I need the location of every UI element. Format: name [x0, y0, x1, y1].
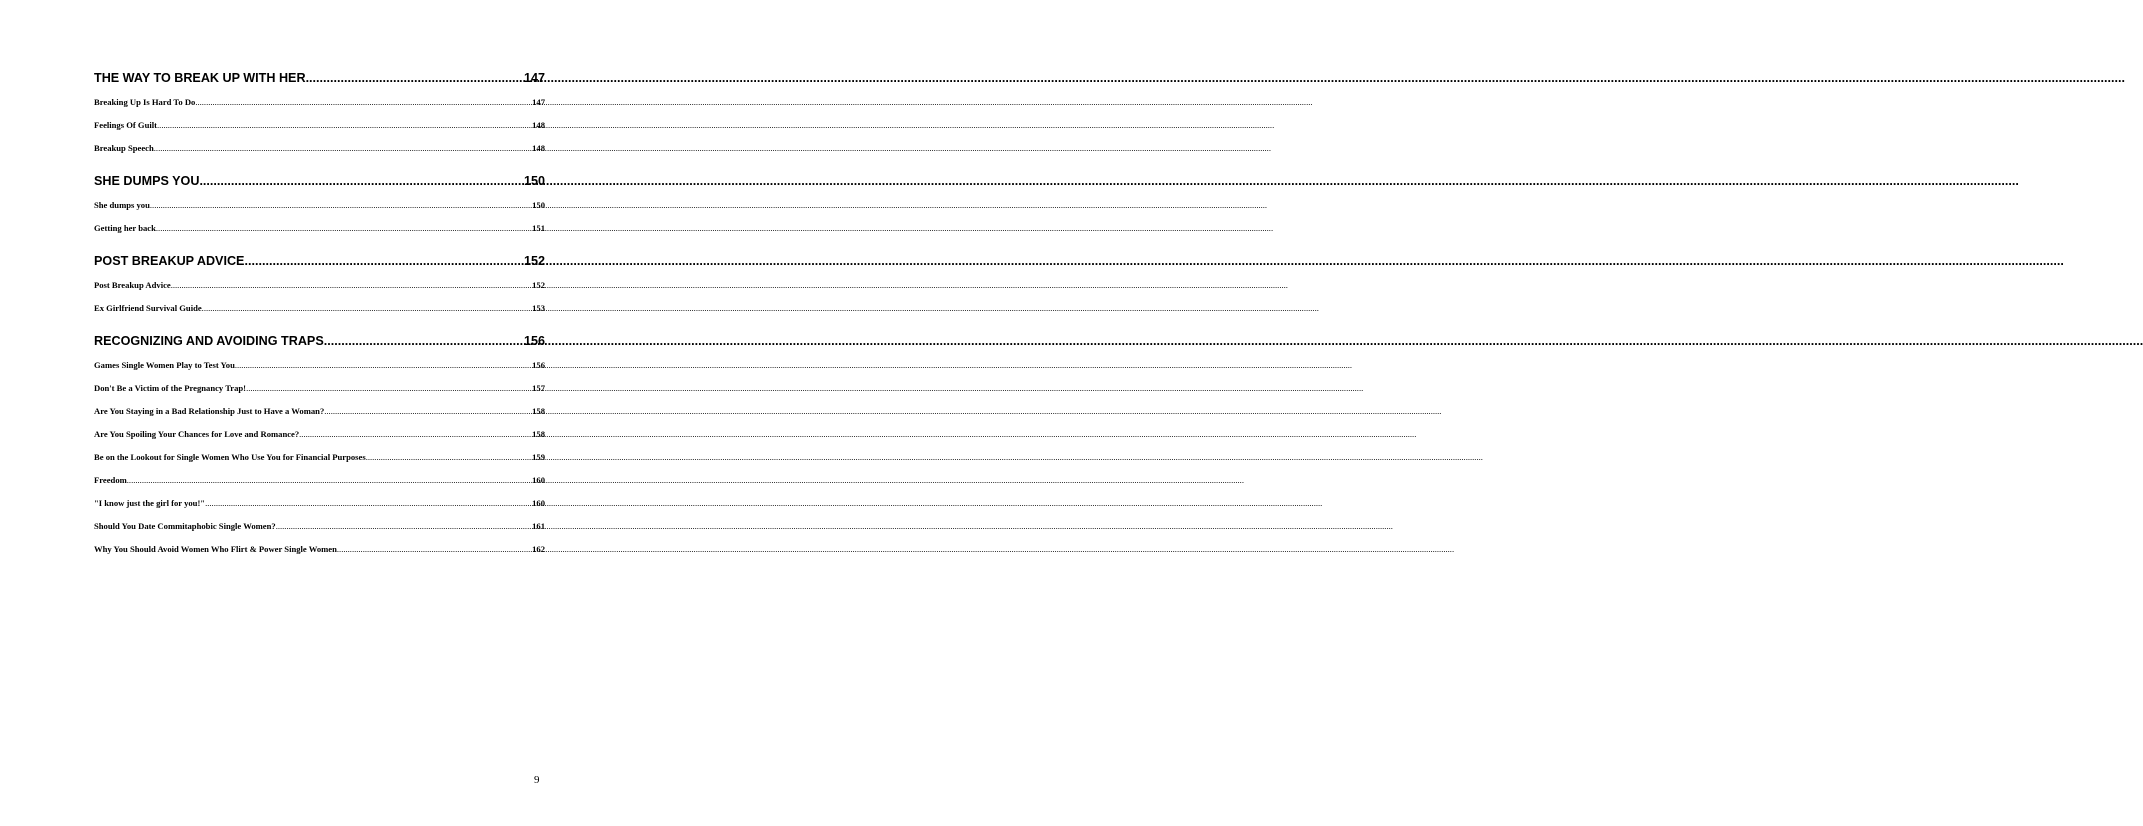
table-of-contents — [94, 70, 545, 566]
toc-entry-page: 159 — [532, 452, 545, 462]
toc-heading-page: 152 — [523, 254, 545, 268]
dot-leader — [306, 70, 524, 86]
toc-entry-page: 153 — [532, 303, 545, 313]
toc-entry-title: Are You Staying in a Bad Relationship Just to Have a Woman? — [94, 406, 325, 416]
toc-entry[interactable] — [94, 451, 545, 463]
toc-entry[interactable] — [94, 302, 545, 314]
toc-heading-page: 147 — [523, 71, 545, 85]
toc-entry-title: "I know just the girl for you!" — [94, 498, 206, 508]
toc-entry-title: Getting her back — [94, 223, 156, 233]
toc-entry-title: Are You Spoiling Your Chances for Love and Romance? — [94, 429, 300, 439]
toc-heading-page: 156 — [523, 334, 545, 348]
toc-entry-page: 160 — [532, 475, 545, 485]
toc-entry[interactable] — [94, 520, 545, 532]
toc-heading-title: THE WAY TO BREAK UP WITH HER — [94, 71, 306, 85]
toc-entry-page: 152 — [532, 280, 545, 290]
toc-heading[interactable] — [94, 70, 545, 86]
toc-entry[interactable] — [94, 359, 545, 371]
dot-leader — [157, 119, 530, 131]
toc-entry[interactable] — [94, 543, 545, 555]
toc-entry-title: Breaking Up Is Hard To Do — [94, 97, 196, 107]
toc-heading[interactable] — [94, 333, 545, 349]
toc-entry[interactable] — [94, 96, 545, 108]
toc-heading-title: SHE DUMPS YOU — [94, 174, 200, 188]
toc-entry[interactable] — [94, 474, 545, 486]
dot-leader — [202, 302, 530, 314]
toc-entry[interactable] — [94, 199, 545, 211]
toc-entry-title: Freedom — [94, 475, 127, 485]
toc-entry[interactable] — [94, 405, 545, 417]
dot-leader — [366, 451, 530, 463]
toc-entry[interactable] — [94, 382, 545, 394]
toc-entry-title: Feelings Of Guilt — [94, 120, 158, 130]
toc-entry[interactable] — [94, 222, 545, 234]
toc-entry-title: She dumps you — [94, 200, 150, 210]
dot-leader — [154, 142, 530, 154]
dot-leader — [195, 96, 530, 108]
toc-entry-page: 148 — [532, 143, 545, 153]
dot-leader — [244, 253, 524, 269]
toc-heading[interactable] — [94, 253, 545, 269]
dot-leader — [235, 359, 530, 371]
toc-entry-title: Games Single Women Play to Test You — [94, 360, 235, 370]
toc-section-post-breakup-advice — [94, 253, 545, 314]
toc-entry-page: 157 — [532, 383, 545, 393]
toc-entry-title: Why You Should Avoid Women Who Flirt & Power Single Women — [94, 544, 337, 554]
toc-entry-title: Ex Girlfriend Survival Guide — [94, 303, 202, 313]
dot-leader — [150, 199, 530, 211]
dot-leader — [299, 428, 530, 440]
toc-entry[interactable] — [94, 279, 545, 291]
toc-entry-title: Be on the Lookout for Single Women Who Use You for Financial Purposes — [94, 452, 366, 462]
dot-leader — [324, 333, 524, 349]
toc-entry-page: 162 — [532, 544, 545, 554]
dot-leader — [205, 497, 530, 509]
toc-entry-page: 147 — [532, 97, 545, 107]
toc-entry-page: 151 — [532, 223, 545, 233]
toc-heading[interactable] — [94, 173, 545, 189]
dot-leader — [337, 543, 530, 555]
toc-entry-page: 161 — [532, 521, 545, 531]
toc-heading-title: POST BREAKUP ADVICE — [94, 254, 245, 268]
dot-leader — [246, 382, 530, 394]
dot-leader — [127, 474, 530, 486]
toc-heading-title: RECOGNIZING AND AVOIDING TRAPS — [94, 334, 324, 348]
toc-entry[interactable] — [94, 428, 545, 440]
toc-entry[interactable] — [94, 497, 545, 509]
toc-entry-page: 160 — [532, 498, 545, 508]
toc-entry-page: 158 — [532, 406, 545, 416]
dot-leader — [171, 279, 530, 291]
toc-entry-page: 158 — [532, 429, 545, 439]
toc-section-break-up-with-her — [94, 70, 545, 154]
toc-entry-page: 150 — [532, 200, 545, 210]
dot-leader — [199, 173, 524, 189]
page-number: 9 — [534, 774, 540, 786]
dot-leader — [324, 405, 530, 417]
toc-heading-page: 150 — [523, 174, 545, 188]
toc-entry-title: Should You Date Commitaphobic Single Women? — [94, 521, 276, 531]
toc-entry[interactable] — [94, 119, 545, 131]
toc-entry-title: Don't Be a Victim of the Pregnancy Trap! — [94, 383, 247, 393]
dot-leader — [156, 222, 530, 234]
toc-entry-title: Breakup Speech — [94, 143, 154, 153]
toc-entry[interactable] — [94, 142, 545, 154]
toc-section-she-dumps-you — [94, 173, 545, 234]
toc-section-recognizing-traps — [94, 333, 545, 555]
toc-entry-page: 148 — [532, 120, 545, 130]
toc-entry-page: 156 — [532, 360, 545, 370]
toc-entry-title: Post Breakup Advice — [94, 280, 171, 290]
dot-leader — [276, 520, 530, 532]
